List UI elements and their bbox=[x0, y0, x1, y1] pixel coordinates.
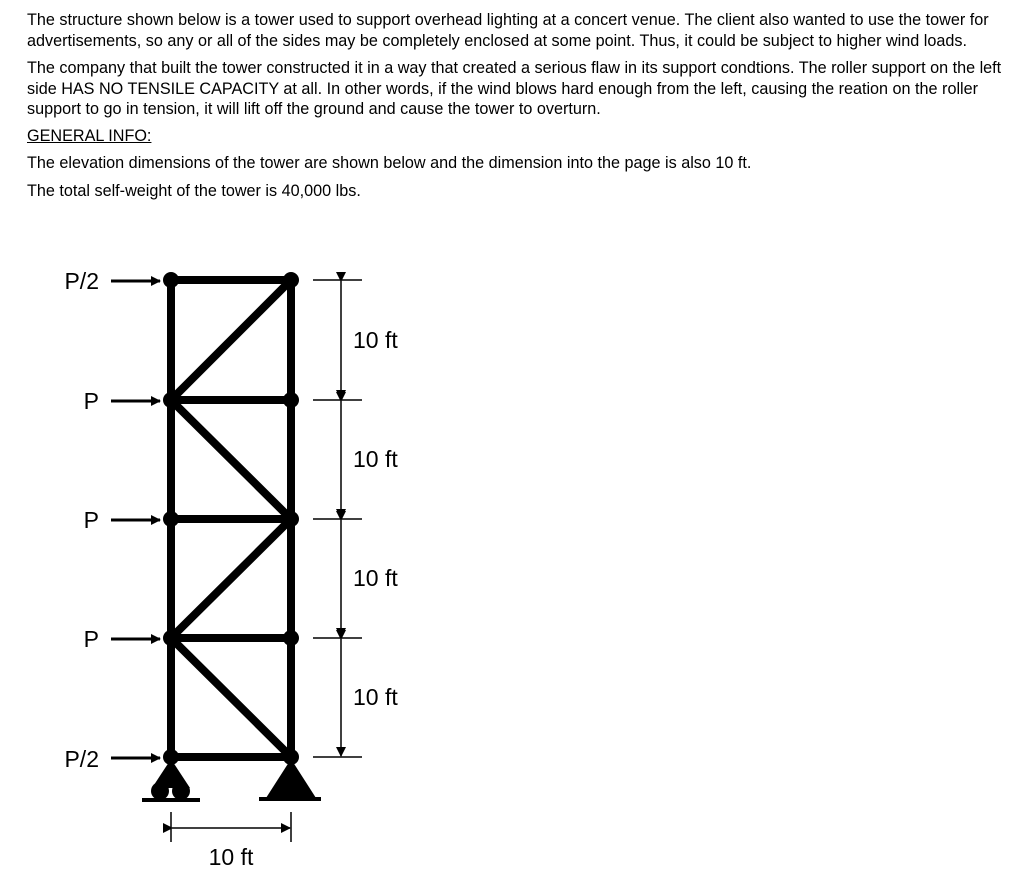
joint bbox=[163, 392, 179, 408]
pin-support bbox=[259, 759, 321, 801]
load-label-top: P/2 bbox=[64, 268, 99, 294]
load-label-2: P bbox=[83, 388, 99, 414]
joint bbox=[283, 392, 299, 408]
joint bbox=[283, 272, 299, 288]
joint bbox=[283, 630, 299, 646]
height-dim-2: 10 ft bbox=[353, 446, 398, 472]
load-labels bbox=[64, 268, 99, 772]
height-dim-4: 10 ft bbox=[353, 684, 398, 710]
joint bbox=[283, 511, 299, 527]
width-dim-label: 10 ft bbox=[208, 844, 254, 870]
load-label-4: P bbox=[83, 626, 99, 652]
joint bbox=[163, 272, 179, 288]
height-dim-1: 10 ft bbox=[353, 327, 398, 353]
joint bbox=[163, 630, 179, 646]
load-arrows bbox=[111, 281, 160, 758]
dimension-info-text: The elevation dimensions of the tower are shown below and the dimension into the page is also 10 ft. bbox=[27, 154, 752, 172]
width-dimension-line bbox=[171, 812, 291, 842]
self-weight-text: The total self-weight of the tower is 40,000 lbs. bbox=[27, 181, 361, 200]
height-dim-3: 10 ft bbox=[353, 565, 398, 591]
diagonal-panel-2 bbox=[171, 400, 291, 519]
diagonal-panel-1 bbox=[171, 280, 291, 400]
load-label-bottom: P/2 bbox=[64, 746, 99, 772]
truss-members bbox=[171, 280, 291, 757]
roller-support bbox=[142, 759, 200, 802]
joint bbox=[163, 511, 179, 527]
intro-paragraph: The structure shown below is a tower used to support overhead lighting at a concert venue. The client also wanted to use the tower for advertisements, so any or all of the sides may be completely enclosed at some point. Thus, it could be subject to higher wind loads. bbox=[27, 11, 989, 50]
load-label-3: P bbox=[83, 507, 99, 533]
diagonal-panel-3 bbox=[171, 519, 291, 638]
general-info-heading: GENERAL INFO: bbox=[27, 126, 152, 145]
support-flaw-paragraph: The company that built the tower constructed it in a way that created a serious flaw in its support condtions. The roller support on the left side HAS NO TENSILE CAPACITY at all. In other words, if the wind blows hard enough from the left, causing the reation on the roller support to go in tension, it will lift off the ground and cause the tower to overturn. bbox=[27, 59, 1002, 118]
diagonal-panel-4 bbox=[171, 638, 291, 757]
